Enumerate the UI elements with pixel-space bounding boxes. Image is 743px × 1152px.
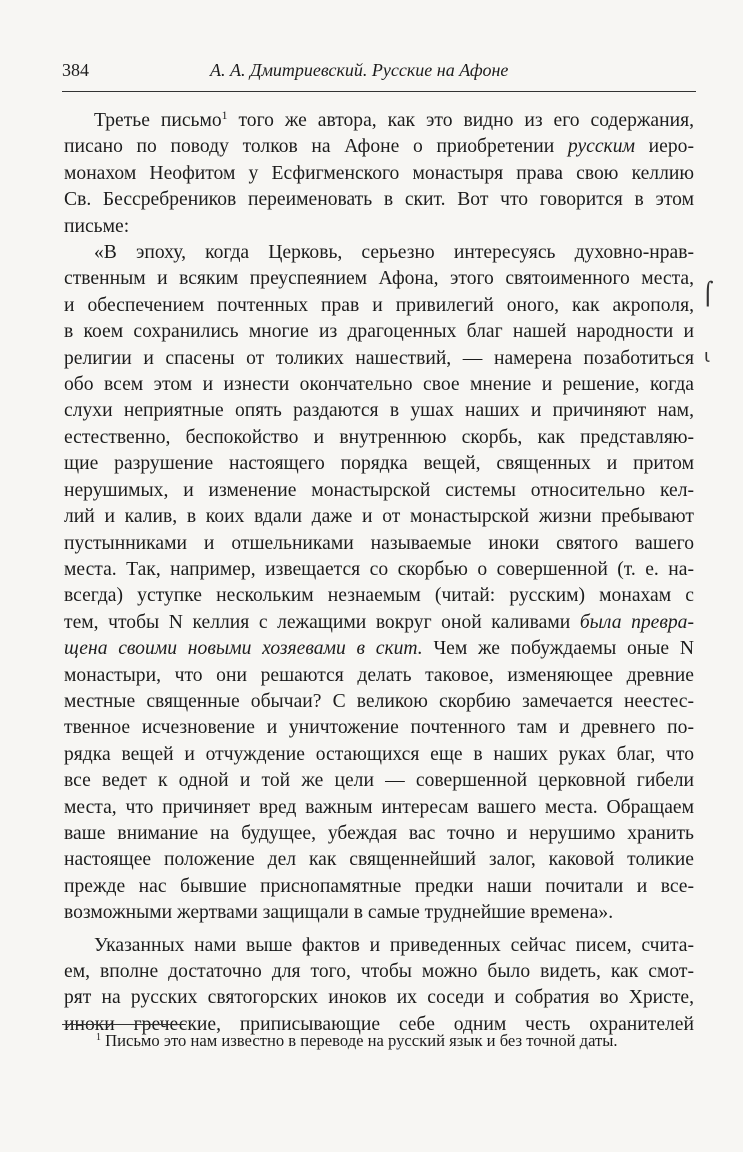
text-line: настоящее положение дел как священнейший залог, каковой толикие [64,849,694,871]
text-line: естественно, беспокойство и внутреннюю скорбь, как представляю- [64,426,694,448]
margin-pencil-mark: ⌠ [702,282,714,307]
text-line: ем, вполне достаточно для того, чтобы можно было видеть, как смот- [64,961,694,982]
header-rule [62,91,696,92]
text-line: монахом Неофитом у Есфигменского монастыря права свою келлию [64,162,694,184]
text-line: местные священные обычаи? С великою скорбию замечается неестес- [64,690,694,712]
text-line: в коем сохранились многие из драгоценных благ нашей народности и [64,321,694,343]
text-line: рядка вещей и отчуждение остающихся еще в наших руках благ, что [64,743,694,765]
footnote-ref[interactable]: 1 [221,108,228,122]
text-line: и обеспечением почтенных прав и привилегий оного, как акрополя, [64,294,694,316]
text-line: нерушимых, и изменение монастырской системы относительно кел- [64,479,694,501]
text-line: места. Так, например, извещается со скорбью о совершенной (т. е. на- [64,558,694,580]
text-line: места, что причиняет вред важным интересам вашего места. Обращаем [64,796,694,818]
text-line: всегда) уступке нескольким незнаемым (читай: русским) монахам с [64,585,694,607]
text-line: щена своими новыми хозяевами в скит. Чем же побуждаемы оные N [64,638,694,660]
text-line: письме: [64,215,130,237]
text-line: Указанных нами выше фактов и приведенных сейчас писем, счита- [94,934,694,956]
text-line: «В эпоху, когда Церковь, серьезно интересуясь духовно-нрав- [94,242,694,264]
text-line: пустынниками и отшельниками называемые иноки святого вашего [64,532,694,554]
text-line: лий и калив, в коих вдали даже и от монастырской жизни пребывают [64,506,694,528]
footnote [96,1030,696,1052]
footnote-text: Письмо это нам известно в переводе на русский язык и без точной даты. [100,1031,618,1050]
text-line: писано по поводу толков на Афоне о приобретении русским иеро- [64,136,694,158]
text-line: щие разрушение настоящего порядка вещей, священных и притом [64,453,694,475]
body-text [64,108,694,1038]
text-line: твенное исчезновение и уничтожение почтенного там и древнего по- [64,717,694,739]
text-line: монастыри, что они решаются делать таковое, изменяющее древние [64,664,694,686]
running-title: А. А. Дмитриевский. Русские на Афоне [210,60,509,80]
text-line: обо всем этом и изнести окончательно свое мнение и решение, когда [64,374,694,396]
text-line: Третье письмо$^1$ того же автора, как это видно из его содержания, [94,108,695,131]
footnote-rule [62,1024,186,1025]
text-line: прежде нас бывшие приснопамятные предки наши почитали и все- [64,875,694,897]
text-line: рят на русских святогорских иноков их соседи и собратия во Христе, [64,987,694,1009]
text-line: иноки греческие, приписывающие себе одним честь охранителей [64,1013,694,1035]
page-number: 384 [62,60,89,80]
text-line: все ведет к одной и той же цели — совершенной церковной гибели [64,770,694,792]
text-line: религии и спасены от толиких нашествий, — намерена позаботиться [64,347,694,369]
text-line: ственным и всяким преуспеянием Афона, этого святоименного места, [64,268,694,290]
text-line: тем, чтобы N келлия с лежащими вокруг оной каливами была превра- [64,611,694,633]
margin-pencil-mark: ι [704,346,711,367]
text-line: Св. Бессребреников переименовать в скит. Вот что говорится в этом [64,189,694,211]
text-line: возможными жертвами защищали в самые труднейшие времена». [64,902,614,924]
text-line: слухи неприятные опять раздаются в ушах наших и причиняют нам, [64,400,694,422]
text-line: ваше внимание на будущее, убеждая вас точно и нерушимо хранить [64,822,694,844]
footnote-marker: 1 [96,1032,101,1044]
